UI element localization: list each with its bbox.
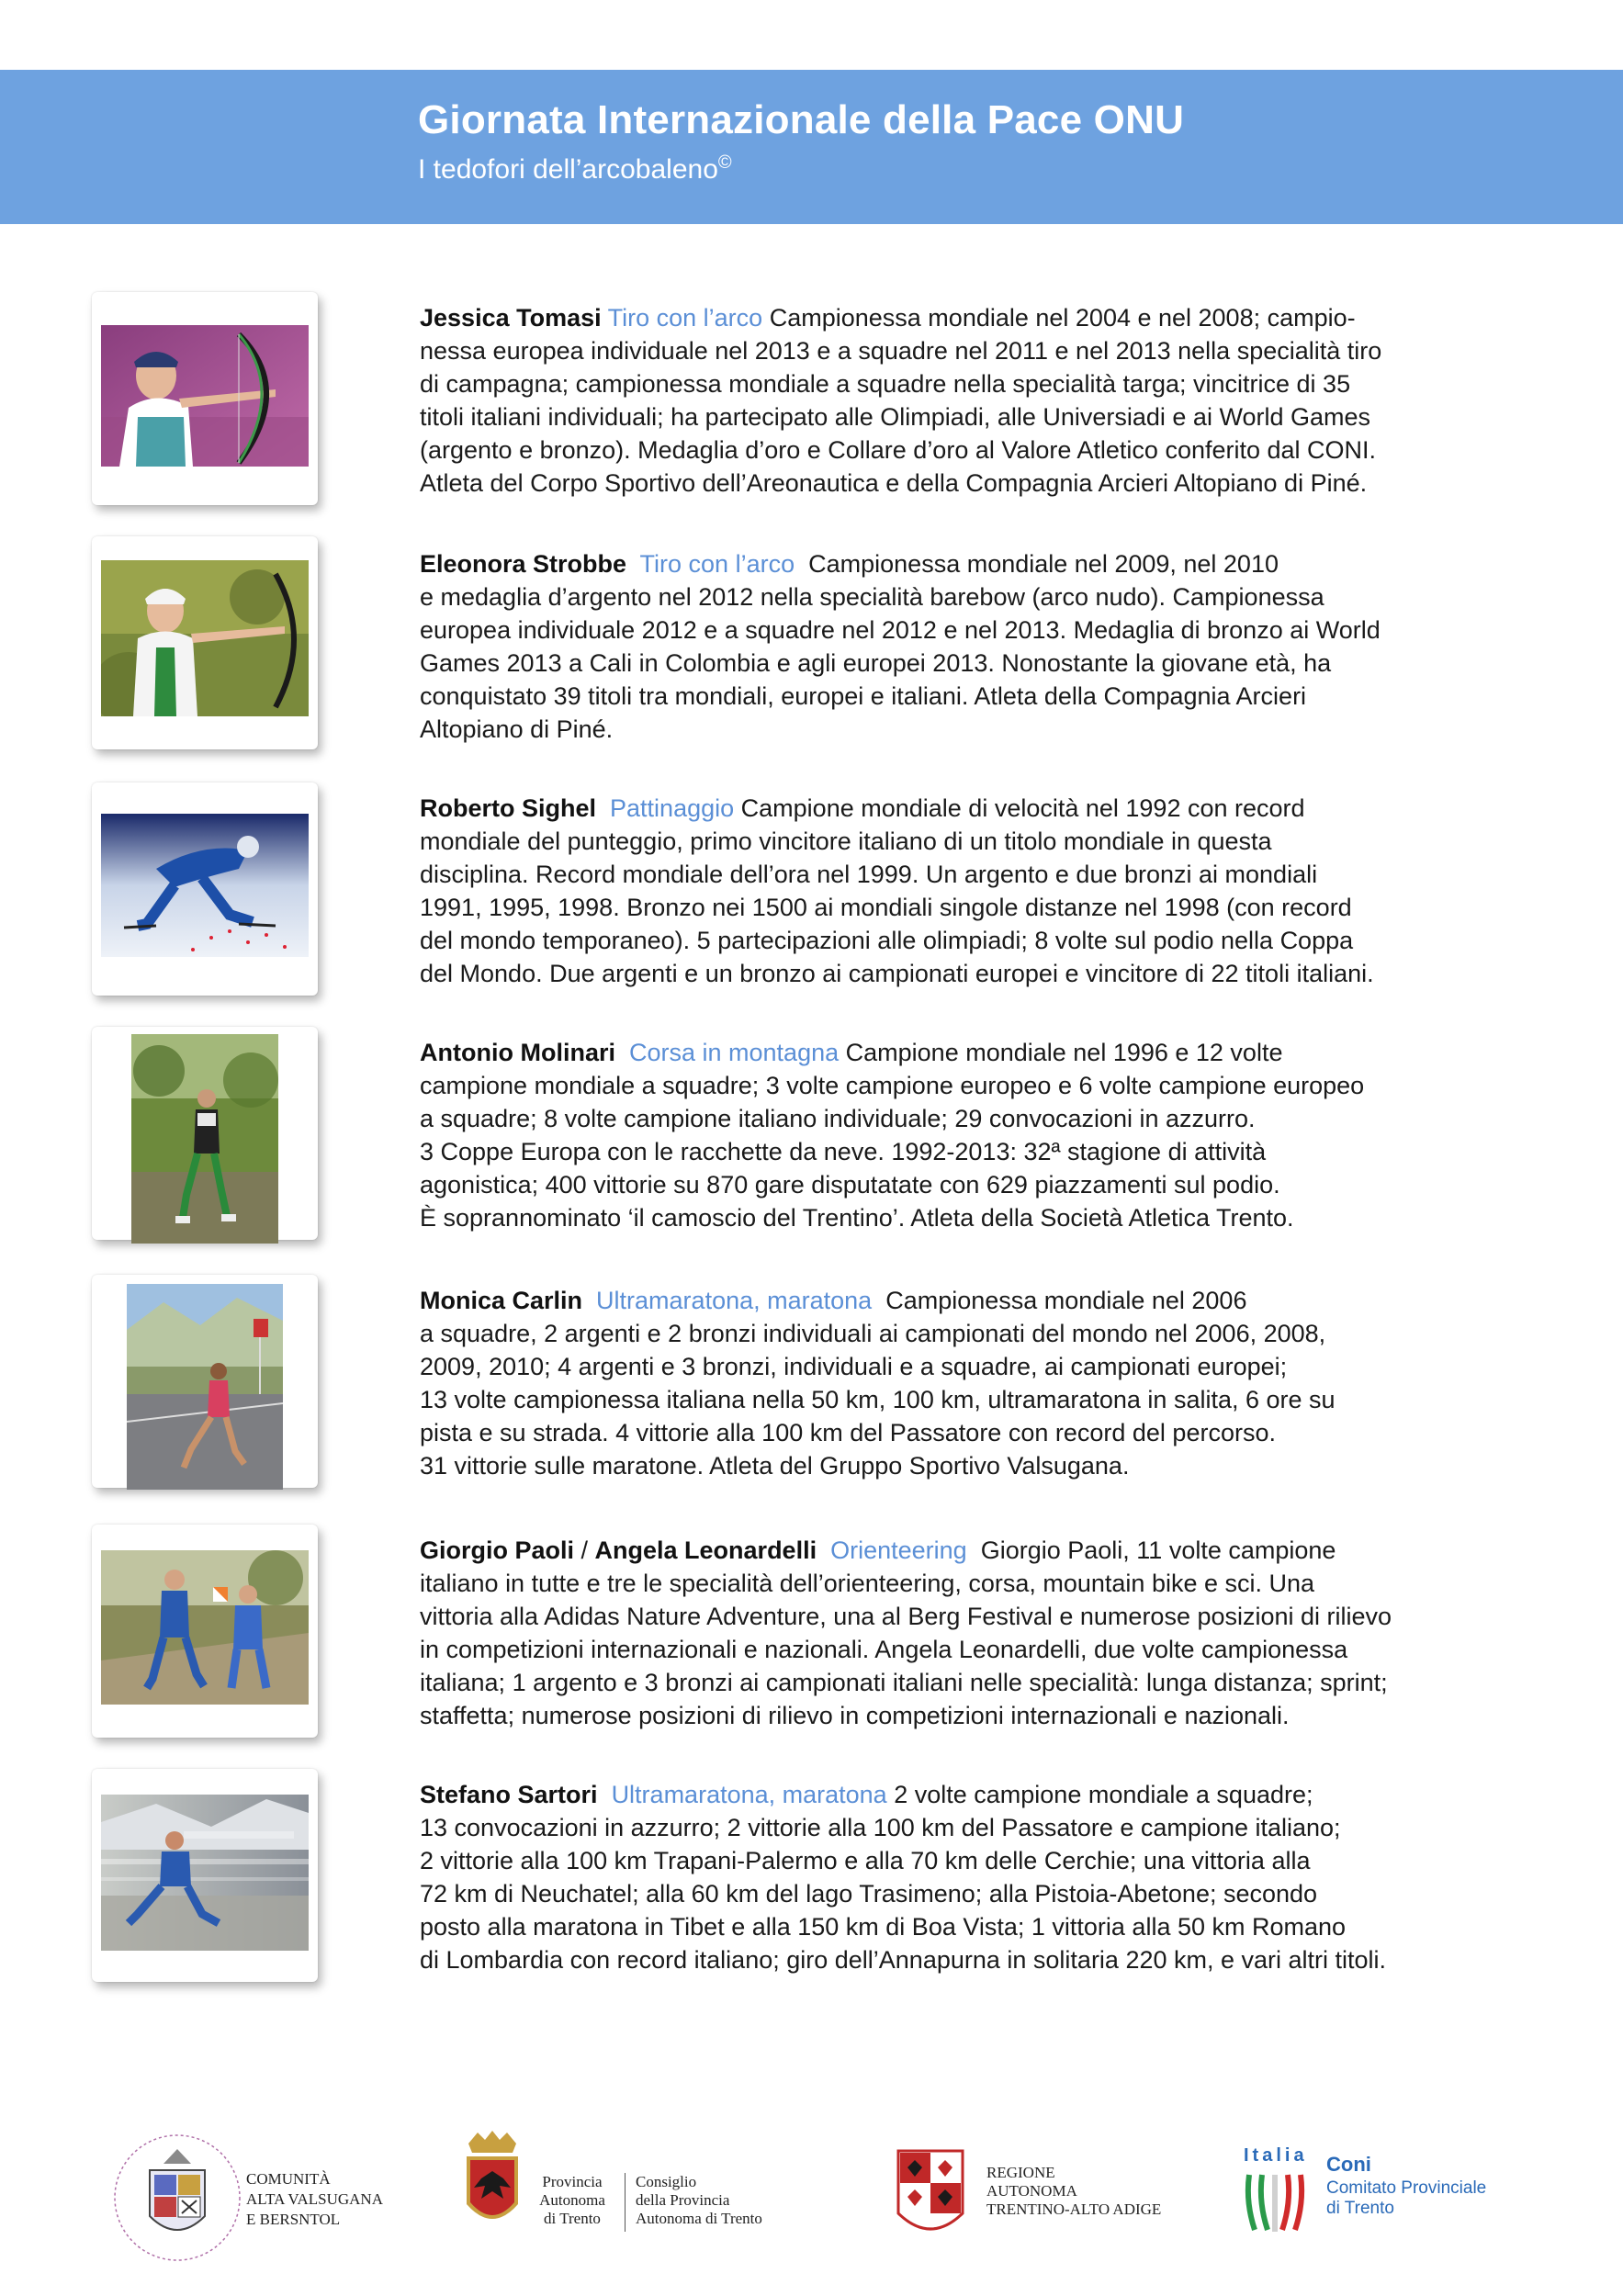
comunita-logo — [108, 2129, 384, 2267]
athlete-sport: Tiro con l’arco — [607, 304, 763, 332]
bio-line: titoli italiani individuali; ha partecipato alle Olimpiadi, alle Universiadi e ai World Games — [420, 403, 1370, 431]
page-header — [0, 70, 1623, 224]
athlete-photo-frame — [92, 536, 318, 749]
bio-line: 3 Coppe Europa con le racchette da neve. 1992-2013: 32ª stagione di attività — [420, 1138, 1267, 1165]
coni-rings-icon — [1240, 2166, 1310, 2239]
bio-line: 1991, 1995, 1998. Bronzo nei 1500 ai mondiali singole distanze nel 1998 (con record — [420, 894, 1352, 921]
bio-line: vittoria alla Adidas Nature Adventure, una al Berg Festival e numerose posizioni di rilievo — [420, 1603, 1392, 1630]
bio-line: posto alla maratona in Tibet e alla 150 km di Boa Vista; 1 vittoria alla 50 km Romano — [420, 1913, 1347, 1941]
bio-line: Giorgio Paoli / Angela Leonardelli Orienteering Giorgio Paoli, 11 volte campione — [420, 1536, 1336, 1564]
regione-logo — [896, 2149, 1209, 2250]
athlete-photo — [101, 1550, 309, 1705]
logo-divider — [625, 2173, 626, 2232]
bio-line: 2009, 2010; 4 argenti e 3 bronzi, individuali e a squadre, ai campionati europei; — [420, 1353, 1288, 1380]
subtitle-text: I tedofori dell’arcobaleno — [418, 154, 718, 185]
regione-label: REGIONE AUTONOMA TRENTINO-ALTO ADIGE — [986, 2164, 1162, 2218]
bio-line: italiana; 1 argento e 3 bronzi ai campionati italiani nelle specialità: lunga distanza; sprint; — [420, 1669, 1388, 1696]
bio-line: del mondo temporaneo). 5 partecipazioni alle olimpiadi; 8 volte sul podio nella Coppa — [420, 927, 1354, 954]
page-title: Giornata Internazionale della Pace ONU — [418, 97, 1185, 142]
consiglio-label: Consiglio della Provincia Autonoma di Trento — [636, 2173, 762, 2227]
bio-line: pista e su strada. 4 vittorie alla 100 km del Passatore con record del percorso. — [420, 1419, 1276, 1446]
provincia-logo — [459, 2131, 827, 2268]
athlete-photo — [101, 814, 309, 957]
bio-line: Roberto Sighel Pattinaggio Campione mondiale di velocità nel 1992 con record — [420, 794, 1305, 822]
athlete-sport: Ultramaratona, maratona — [596, 1287, 873, 1314]
bio-line: campione mondiale a squadre; 3 volte campione europeo e 6 volte campione europeo — [420, 1072, 1365, 1099]
bio-line: agonistica; 400 vittorie su 870 gare disputatate con 629 piazzamenti sul podio. — [420, 1171, 1280, 1199]
bio-line: di Lombardia con record italiano; giro dell’Annapurna in solitaria 220 km, e vari altri titoli. — [420, 1946, 1387, 1974]
athlete-name: Monica Carlin — [420, 1287, 583, 1314]
athlete-name: Eleonora Strobbe — [420, 550, 627, 578]
athlete-name: Roberto Sighel — [420, 794, 597, 822]
bio-line: a squadre, 2 argenti e 2 bronzi individuali ai campionati del mondo nel 2006, 2008, — [420, 1320, 1326, 1347]
athlete-photo-frame — [92, 782, 318, 996]
page-subtitle — [418, 152, 732, 186]
bio-line: Monica Carlin Ultramaratona, maratona Campionessa mondiale nel 2006 — [420, 1287, 1247, 1314]
bio-line: 31 vittorie sulle maratone. Atleta del Gruppo Sportivo Valsugana. — [420, 1452, 1130, 1480]
athlete-photo — [101, 325, 309, 467]
bio-line: mondiale del punteggio, primo vincitore italiano di un titolo mondiale in questa — [420, 827, 1272, 855]
bio-line: disciplina. Record mondiale dell’ora nel 1999. Un argento e due bronzi ai mondiali — [420, 861, 1318, 888]
bio-line: in competizioni internazionali e nazionali. Angela Leonardelli, due volte campionessa — [420, 1636, 1348, 1663]
athlete-bio — [420, 1534, 1448, 1732]
athlete-bio — [420, 1284, 1448, 1482]
athlete-bio — [420, 301, 1448, 500]
bio-line: Games 2013 a Cali in Colombia e agli europei 2013. Nonostante la giovane età, ha — [420, 649, 1332, 677]
bio-line: 72 km di Neuchatel; alla 60 km del lago Trasimeno; alla Pistoia-Abetone; secondo — [420, 1880, 1318, 1908]
athlete-bio — [420, 547, 1448, 746]
athlete-sport: Corsa in montagna — [628, 1039, 840, 1066]
bio-line: conquistato 39 titoli tra mondiali, europei e italiani. Atleta della Compagnia Arcieri — [420, 682, 1307, 710]
comunita-label: COMUNITÀ ALTA VALSUGANA E BERSNTOL — [246, 2170, 383, 2228]
athlete-name: Antonio Molinari — [420, 1039, 615, 1066]
bio-line: di campagna; campionessa mondiale a squadre nella specialità targa; vincitrice di 35 — [420, 370, 1351, 398]
coni-label: Comitato Provinciale di Trento — [1326, 2178, 1487, 2218]
athlete-bio — [420, 1036, 1448, 1234]
athlete-bio — [420, 1778, 1448, 1976]
athlete-name: Stefano Sartori — [420, 1781, 598, 1808]
provincia-label: Provincia Autonoma di Trento — [539, 2173, 605, 2227]
copyright-mark: © — [717, 152, 732, 173]
bio-line: (argento e bronzo). Medaglia d’oro e Collare d’oro al Valore Atletico conferito dal CONI. — [420, 436, 1377, 464]
athlete-name: Giorgio Paoli — [420, 1536, 575, 1564]
regione-shield-icon — [896, 2149, 964, 2241]
bio-line: europea individuale 2012 e a squadre nel 2012 e nel 2013. Medaglia di bronzo ai World — [420, 616, 1381, 644]
coni-italia-text: Italia — [1244, 2145, 1308, 2166]
bio-line: Altopiano di Piné. — [420, 715, 614, 743]
bio-line: 13 convocazioni in azzurro; 2 vittorie alla 100 km del Passatore e campione italiano; — [420, 1814, 1341, 1841]
athlete-photo — [127, 1284, 283, 1490]
bio-line: italiano in tutte e tre le specialità dell’orienteering, corsa, mountain bike e sci. Una — [420, 1570, 1315, 1597]
athlete-photo-frame — [92, 1769, 318, 1982]
bio-line: nessa europea individuale nel 2013 e a squadre nel 2011 e nel 2013 nella specialità tiro — [420, 337, 1382, 365]
athlete-photo-frame — [92, 1027, 318, 1240]
athlete-photo — [101, 1795, 309, 1951]
athlete-photo-frame — [92, 1275, 318, 1488]
bio-line: Atleta del Corpo Sportivo dell’Areonautica e della Compagnia Arcieri Altopiano di Piné. — [420, 469, 1368, 497]
bio-line: a squadre; 8 volte campione italiano individuale; 29 convocazioni in azzurro. — [420, 1105, 1256, 1132]
athlete-sport: Ultramaratona, maratona — [611, 1781, 887, 1808]
coni-logo — [1240, 2145, 1543, 2256]
athlete-bio — [420, 792, 1448, 990]
footer-logos — [0, 2112, 1623, 2278]
athlete-sport: Pattinaggio — [610, 794, 735, 822]
bio-line: staffetta; numerose posizioni di rilievo in competizioni internazionali e nazionali. — [420, 1702, 1290, 1729]
coni-name: Coni — [1326, 2153, 1371, 2176]
comunita-seal-icon — [108, 2129, 246, 2267]
athlete-name: Jessica Tomasi — [420, 304, 602, 332]
trento-eagle-crest-icon — [459, 2131, 525, 2237]
bio-line: e medaglia d’argento nel 2012 nella specialità barebow (arco nudo). Campionessa — [420, 583, 1324, 611]
athlete-sport: Orienteering — [830, 1536, 967, 1564]
bio-line: Antonio Molinari Corsa in montagna Campione mondiale nel 1996 e 12 volte — [420, 1039, 1283, 1066]
athlete-photo-frame — [92, 1525, 318, 1738]
bio-line: 13 volte campionessa italiana nella 50 km, 100 km, ultramaratona in salita, 6 ore su — [420, 1386, 1336, 1413]
athlete-photo — [101, 560, 309, 716]
bio-line: Jessica Tomasi Tiro con l’arco Campionessa mondiale nel 2004 e nel 2008; campio- — [420, 304, 1356, 332]
bio-line: È soprannominato ‘il camoscio del Trentino’. Atleta della Società Atletica Trento. — [420, 1204, 1294, 1232]
athlete-sport: Tiro con l’arco — [639, 550, 795, 578]
athlete-photo — [131, 1034, 278, 1244]
bio-line: Eleonora Strobbe Tiro con l’arco Campionessa mondiale nel 2009, nel 2010 — [420, 550, 1279, 578]
bio-line: del Mondo. Due argenti e un bronzo ai campionati europei e vincitore di 22 titoli italiani. — [420, 960, 1374, 987]
athlete-name-2: Angela Leonardelli — [594, 1536, 817, 1564]
bio-line: Stefano Sartori Ultramaratona, maratona 2 volte campione mondiale a squadre; — [420, 1781, 1313, 1808]
bio-line: 2 vittorie alla 100 km Trapani-Palermo e alla 70 km delle Cerchie; una vittoria alla — [420, 1847, 1311, 1874]
athlete-photo-frame — [92, 292, 318, 505]
